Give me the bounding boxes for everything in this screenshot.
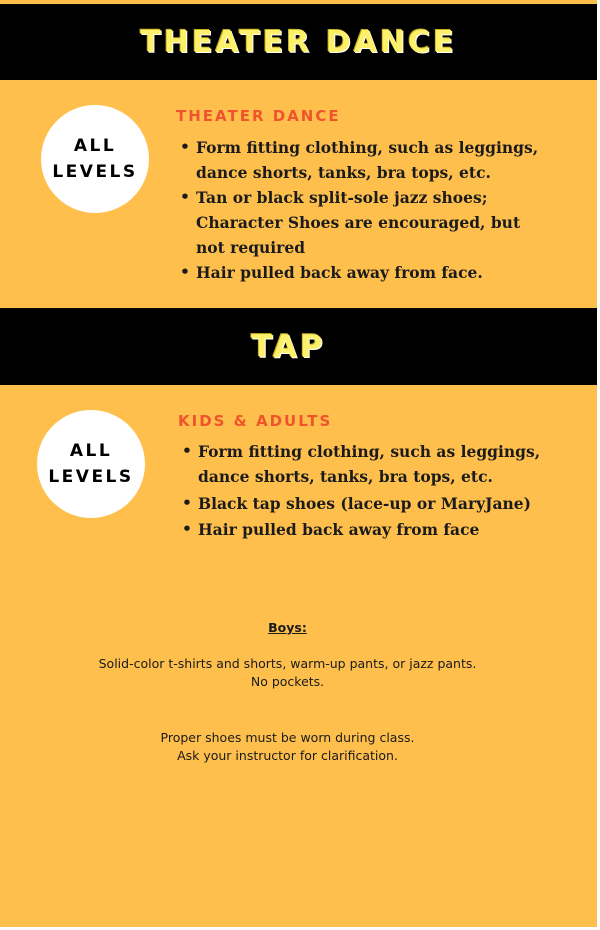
tap-requirement-item: • Form fitting clothing, such as leggings, dance shorts, tanks, bra tops, etc. — [178, 439, 550, 489]
proper-shoes-note-line: Proper shoes must be worn during class. — [160, 730, 415, 745]
theater-all-levels-badge — [41, 105, 149, 213]
boys-note-line: No pockets. — [250, 674, 325, 689]
theater-badge-line-2: LEVELS — [52, 162, 138, 182]
tap-badge-line-2: LEVELS — [48, 467, 134, 487]
tap-banner — [0, 308, 597, 385]
theater-requirements-list — [176, 135, 548, 285]
boys-note — [0, 655, 575, 691]
theater-dance-banner-title: THEATER DANCE — [140, 24, 457, 60]
boys-note-line: Solid-color t-shirts and shorts, warm-up pants, or jazz pants. — [98, 656, 477, 671]
tap-requirement-item: • Hair pulled back away from face — [178, 517, 550, 542]
theater-requirement-item: • Form fitting clothing, such as leggings, dance shorts, tanks, bra tops, etc. — [176, 135, 548, 185]
theater-dance-heading: THEATER DANCE — [176, 107, 341, 125]
theater-requirement-item: • Hair pulled back away from face. — [176, 260, 548, 285]
theater-dance-banner — [0, 4, 597, 80]
theater-requirement-item: • Tan or black split-sole jazz shoes; Character Shoes are encouraged, but not required — [176, 185, 548, 260]
tap-banner-title: TAP — [251, 328, 326, 365]
boys-label: Boys: — [268, 620, 307, 635]
tap-requirements-list — [178, 439, 550, 542]
kids-adults-heading: KIDS & ADULTS — [178, 412, 333, 430]
tap-requirement-item: • Black tap shoes (lace-up or MaryJane) — [178, 491, 550, 516]
tap-all-levels-badge — [37, 410, 145, 518]
proper-shoes-note-line: Ask your instructor for clarification. — [177, 748, 398, 763]
tap-badge-line-1: ALL — [69, 441, 113, 461]
theater-badge-line-1: ALL — [73, 136, 117, 156]
proper-shoes-note — [0, 729, 575, 765]
